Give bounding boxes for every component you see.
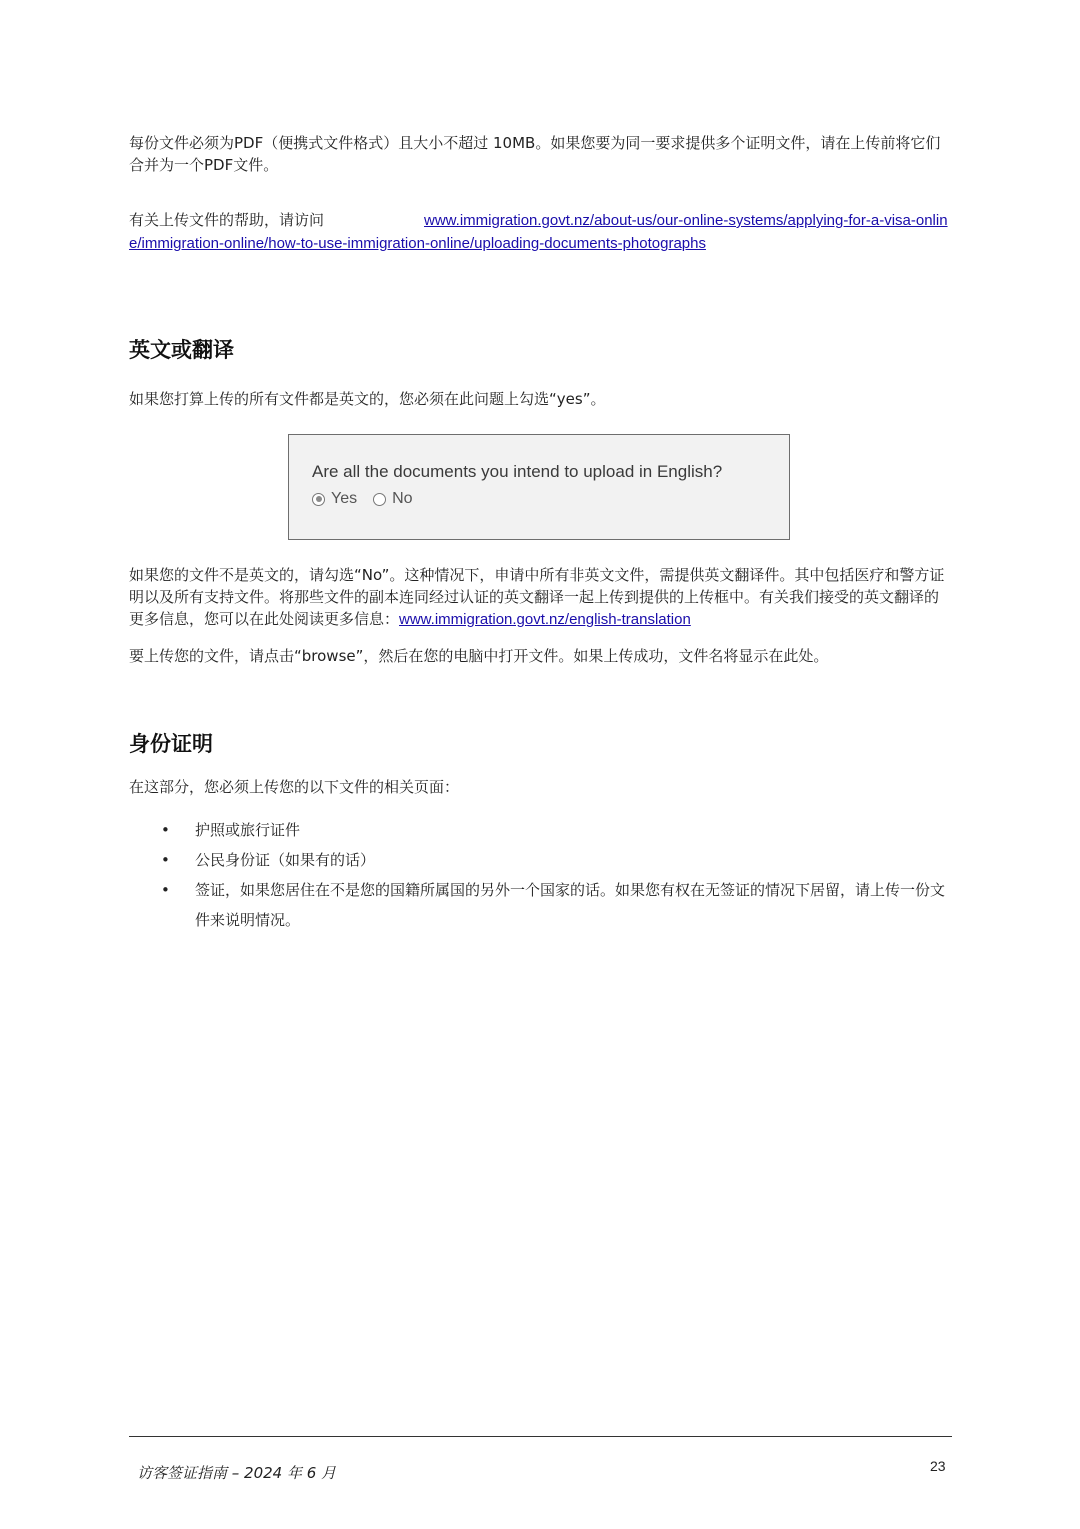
browse-instructions-paragraph: 要上传您的文件，请点击“browse”，然后在您的电脑中打开文件。如果上传成功，文件名将显示在此处。 bbox=[129, 647, 829, 665]
english-translation-heading: 英文或翻译 bbox=[129, 338, 234, 362]
non-english-text: 如果您的文件不是英文的，请勾选“No”。这种情况下，申请中所有非英文文件，需提供英文翻译件。其中包括医疗和警方证明以及所有支持文件。将那些文件的副本连同经过认证的英文翻译一起上传到提供的上传框中。有关我们接受的英文翻译的更多信息，您可以在此处阅读更多信息： bbox=[129, 566, 945, 628]
english-translation-link[interactable]: www.immigration.govt.nz/english-translation bbox=[399, 611, 691, 628]
footer-divider bbox=[129, 1436, 952, 1437]
list-item-text: 公民身份证（如果有的话） bbox=[195, 851, 376, 869]
pdf-requirement-paragraph: 每份文件必须为PDF（便携式文件格式）且大小不超过 10MB。如果您要为同一要求提供多个证明文件，请在上传前将它们合并为一个PDF文件。 bbox=[129, 134, 941, 174]
footer-title: 访客签证指南 – 2024 年 6 月 bbox=[137, 1464, 337, 1482]
radio-no-icon bbox=[373, 493, 386, 506]
radio-yes-label: Yes bbox=[331, 490, 358, 507]
identity-heading: 身份证明 bbox=[129, 732, 213, 756]
bullet-icon: • bbox=[161, 851, 170, 869]
list-item bbox=[129, 845, 952, 875]
list-item-text: 护照或旅行证件 bbox=[195, 821, 301, 839]
radio-yes-icon bbox=[312, 493, 325, 506]
english-question-screenshot bbox=[288, 434, 790, 540]
bullet-icon: • bbox=[161, 821, 170, 839]
non-english-paragraph bbox=[129, 564, 952, 631]
page-number: 23 bbox=[930, 1458, 946, 1474]
upload-help-prefix: 有关上传文件的帮助，请访问 bbox=[129, 211, 325, 229]
list-item-text: 签证，如果您居住在不是您的国籍所属国的另外一个国家的话。如果您有权在无签证的情况下居留，请上传一份文件来说明情况。 bbox=[195, 881, 946, 929]
list-item bbox=[129, 875, 952, 935]
bullet-icon: • bbox=[161, 881, 170, 899]
upload-help-link[interactable]: www.immigration.govt.nz/about-us/our-online-systems/applying-for-a-visa-online/immigration-online/how-to-use-immigration-online/uploading-documents-photographs bbox=[129, 212, 948, 252]
identity-intro-paragraph: 在这部分，您必须上传您的以下文件的相关页面： bbox=[129, 778, 460, 796]
english-question-text: Are all the documents you intend to upload in English? bbox=[312, 462, 723, 481]
identity-document-list bbox=[129, 815, 952, 935]
list-item bbox=[129, 815, 952, 845]
english-intro-paragraph: 如果您打算上传的所有文件都是英文的，您必须在此问题上勾选“yes”。 bbox=[129, 390, 606, 408]
english-radio-group bbox=[312, 490, 429, 508]
upload-help-paragraph bbox=[129, 209, 952, 255]
radio-no-label: No bbox=[392, 490, 413, 507]
